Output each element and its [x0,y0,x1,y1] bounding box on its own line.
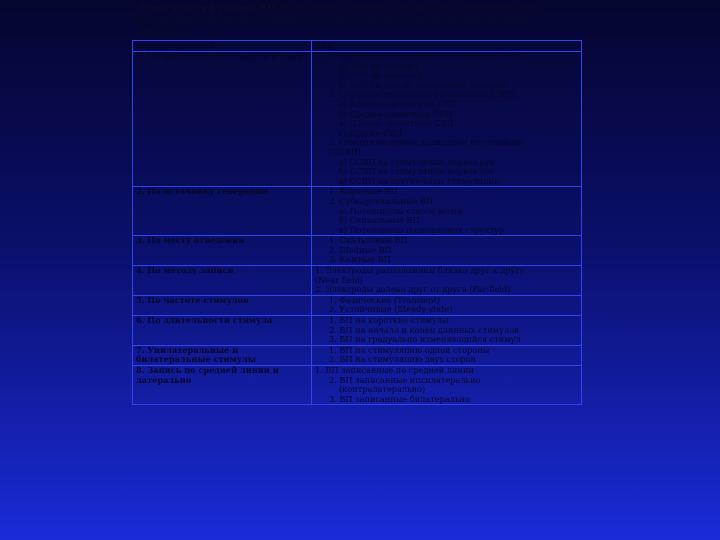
table-row [133,52,582,187]
criterion-cell: 2. По источнику генерации [133,187,312,236]
type-item: 1. Фазические (Transient) [329,294,441,305]
table-header-row [133,41,582,52]
types-cell [312,345,582,365]
type-item: (ССВП) [329,146,362,157]
type-item: в) ЗВП на другие зрительные стимулы [339,79,507,90]
type-item: в) Длинно-латентные СВП [339,118,454,129]
type-item: б) Средне-латентные СВП [339,108,453,119]
table-body [133,52,582,405]
type-item: 1. ВП на стимуляцию одной стороны [329,344,490,355]
table-row [133,345,582,365]
criterion-cell: 7. Унилатеральные и билатеральные стимулы [133,345,312,365]
criterion-cell: 5. По частоте стимулов [133,295,312,315]
classification-table [132,40,582,405]
criterion-cell: 4. По методу записи [133,266,312,296]
type-item: 3. Соматосенсорные вызванные потенциалы [329,137,523,148]
criterion-cell: 1. По модальности стимула и типу [133,52,312,187]
header-type: Тип [312,41,582,52]
table-row [133,295,582,315]
criterion-cell: 3. По месту отведения [133,236,312,266]
type-item: 2. Слуховые вызванные потенциалы (СВП) [329,89,515,100]
type-item: 1. Скальповые ВП [329,235,408,246]
types-cell [312,187,582,236]
type-item: 1. ВП на короткие стимулы [329,315,449,326]
types-cell [312,295,582,315]
criterion-cell: 8. Запись по средней линии и латерально [133,366,312,405]
type-item: в) Потенциалы подкорковых структур [339,224,505,235]
type-item: 2. ВП записанные ипсилатерально [329,374,481,385]
types-cell [312,316,582,346]
type-item: а) Коротко-латентные СВП [339,98,457,109]
types-cell [312,236,582,266]
type-item: 2. Электроды далеко друг от друга (Far-field) [315,284,511,295]
type-item: (Near field) [315,274,363,285]
type-item: 3. Кожные ВП [329,254,391,265]
types-cell [312,266,582,296]
type-item: (контралатерально) [339,384,426,395]
type-item: б) ЗВП на вспышку [339,70,423,81]
type-item: 3. ВП записанные билатерально [329,393,470,404]
table-row [133,236,582,266]
type-item: 2. Субкортикальные ВП [329,195,433,206]
intro-paragraph [138,3,558,38]
type-item: 2. Устойчивые (Steady-state) [329,304,453,315]
type-item: 1. ВП записанные по средней линии [315,365,474,375]
type-item: 3. ВП на градуально изменяющийся стимул [329,334,521,345]
type-item: 1. Корковые ВП [329,186,398,197]
type-item: 1. Электроды расположены близко друг к другу [315,265,525,276]
types-cell [312,366,582,405]
type-item: а) ССВП на стимуляцию нервов рук [339,156,495,167]
type-item: б) Спинальные ВП [339,215,420,226]
type-item: 2. ВП на начало и конец длинных стимулов [329,324,519,335]
intro-title: Типы классификаций ВП. [138,3,279,14]
type-item: в) ССВП на другие виды стимуляции [339,175,500,186]
header-characteristic: Характеристика [133,41,312,52]
table-row [133,316,582,346]
type-item: 2. ВП на стимуляцию двух сторон [329,354,477,365]
type-item: 2. Шейные ВП [329,244,392,255]
table-row [133,366,582,405]
criterion-cell: 6. По длительности стимула [133,316,312,346]
type-item: г) Другие СВП [339,127,403,138]
type-item: 1. Зрительные вызванные потенциалы (ЗВП) [329,51,524,61]
type-item: а) Потенциалы ствола мозга [339,205,463,216]
table-row [133,266,582,296]
type-item: б) ССВП на стимуляцию нервов ног [339,166,495,177]
intro-text: Вызванные потенциалы можно классифицировать по различным критериям. Таблица 1 дает представления о наиболее выраженных типах ВП. [138,3,543,38]
types-cell [312,52,582,187]
table-row [133,187,582,236]
type-item: а) ЗВП на паттерн [339,60,419,71]
